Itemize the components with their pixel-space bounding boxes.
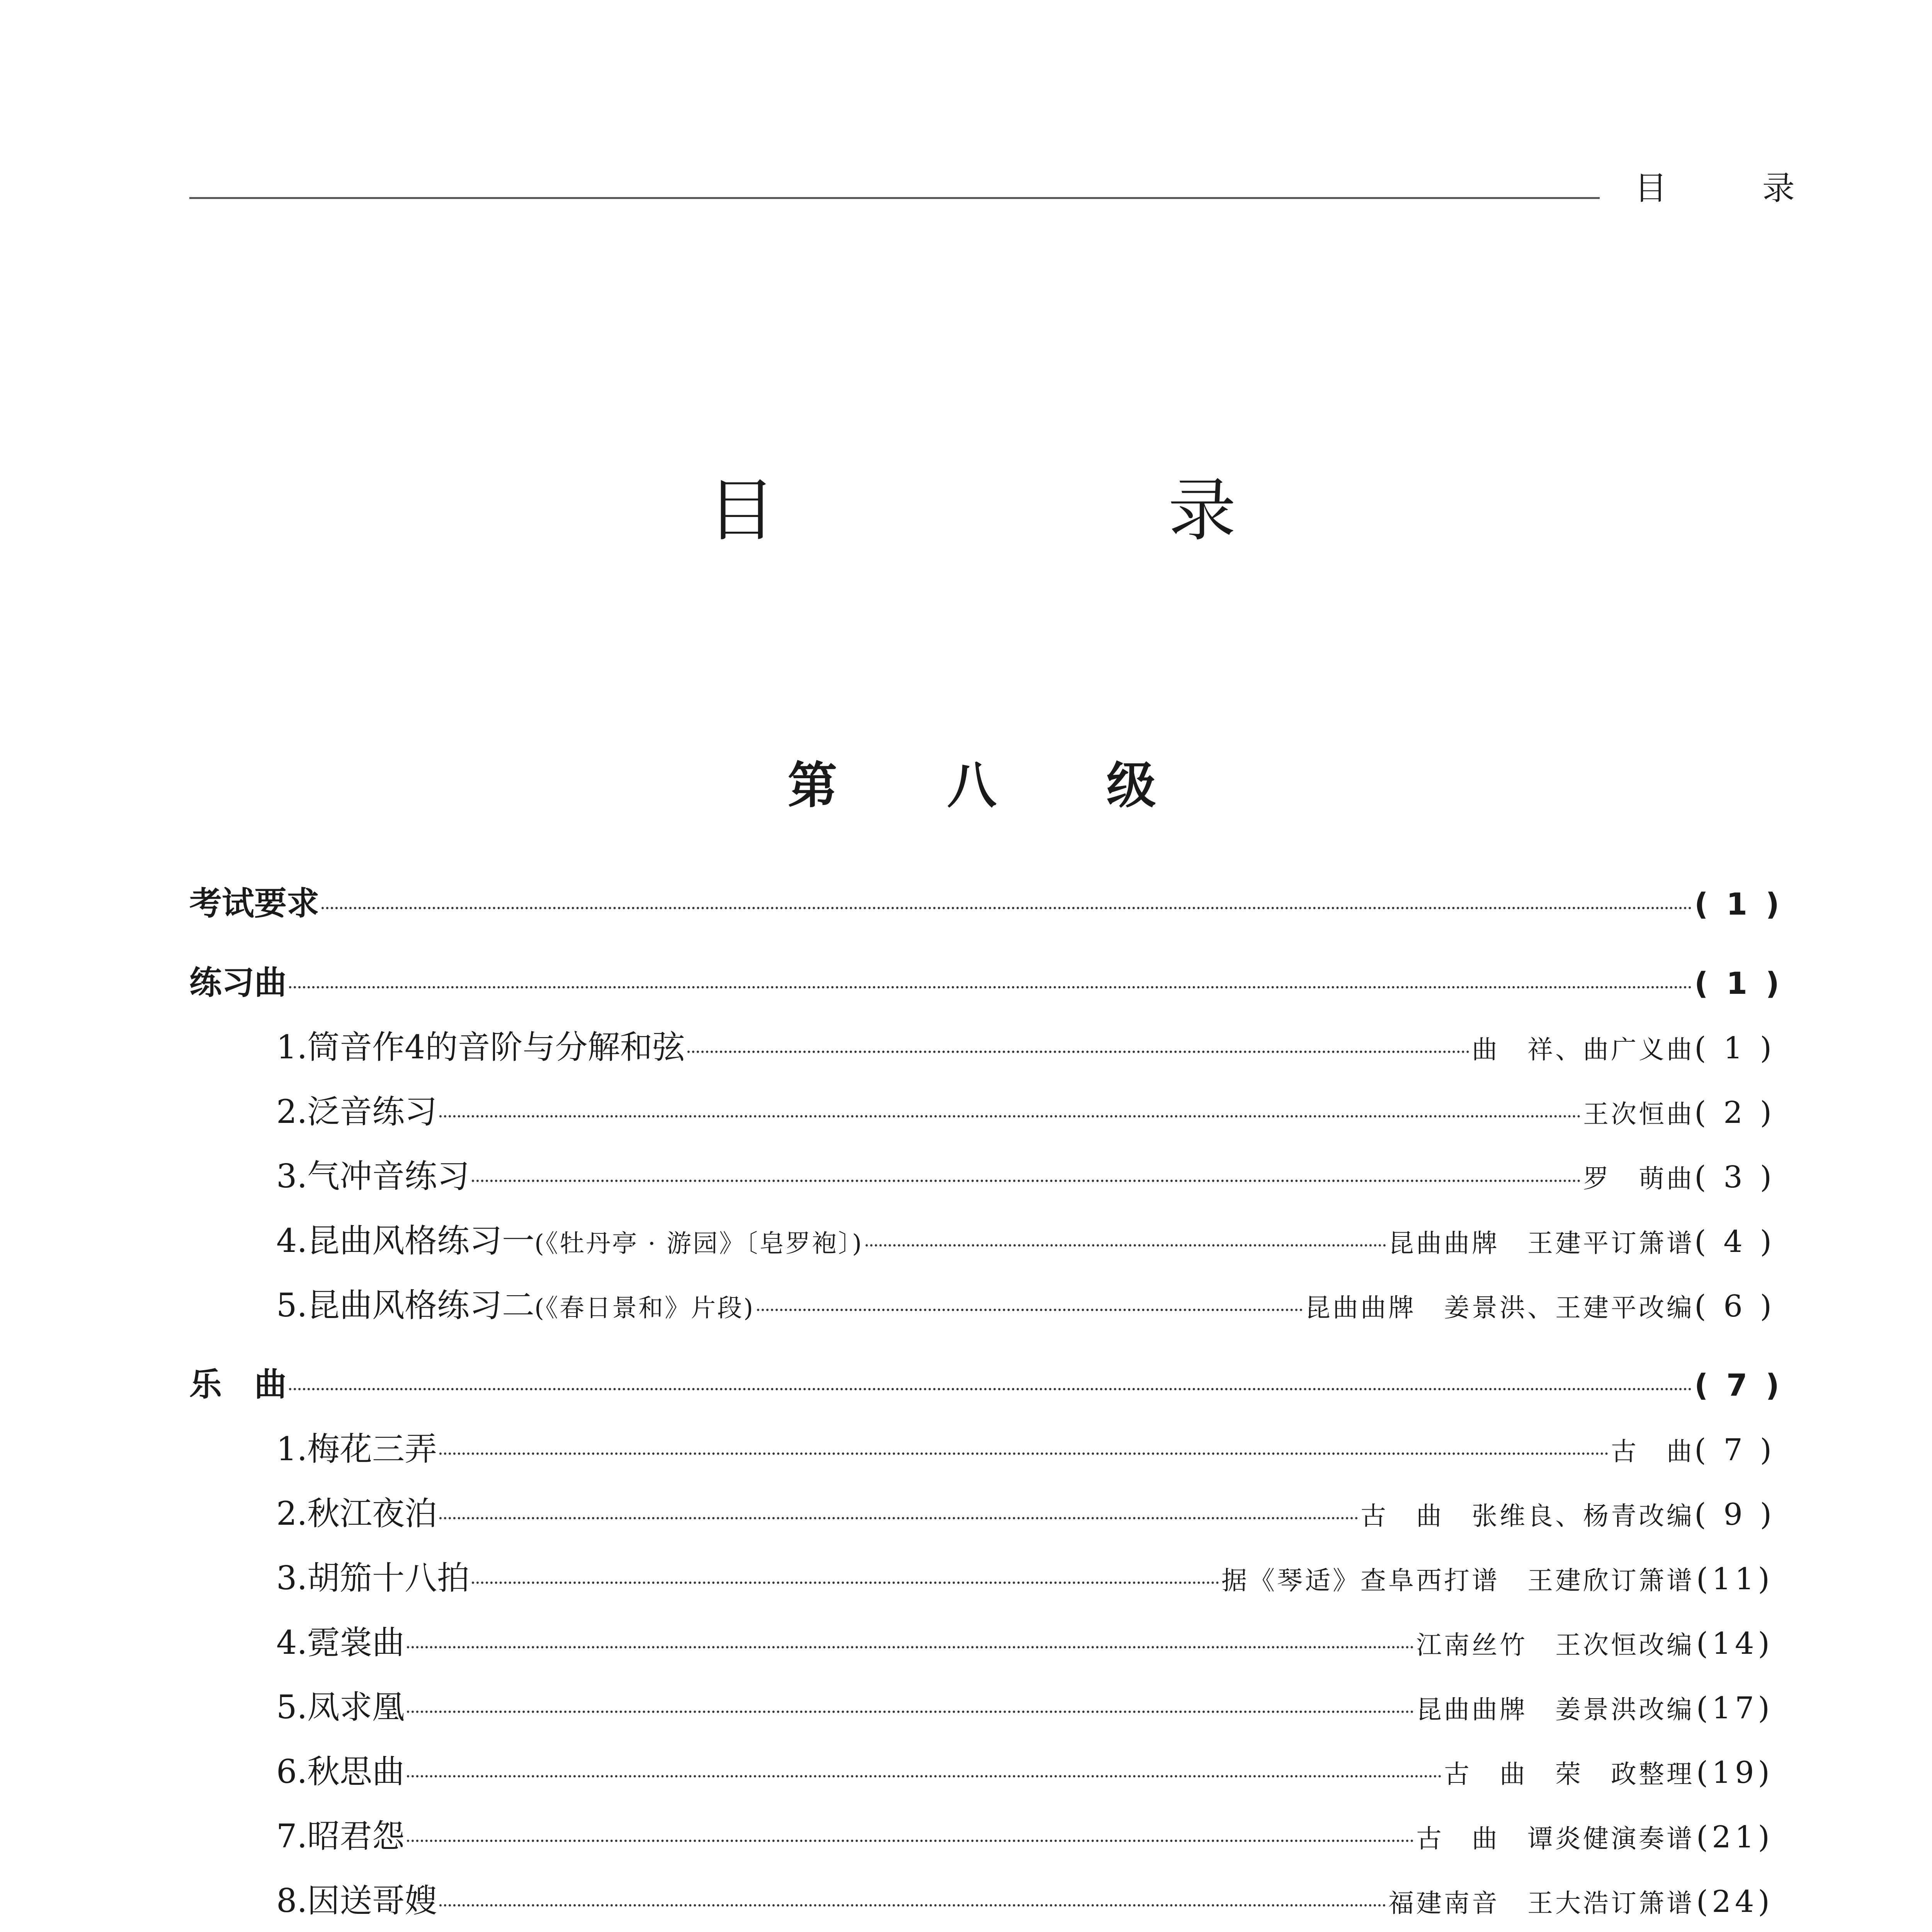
toc-entry[interactable] (189, 1273, 1774, 1338)
level-title: 第 八 级 (787, 757, 1202, 815)
toc-entry-number: 2. (276, 1093, 308, 1131)
toc-entry-title: 昭君怨 (307, 1817, 405, 1855)
dot-leader (407, 1840, 1414, 1842)
toc-page-number: ( 4 ) (1694, 1225, 1776, 1259)
dot-leader (687, 1051, 1469, 1053)
toc-entry[interactable] (189, 1481, 1774, 1546)
toc-entry-author: 古 曲 谭炎健演奏谱 (1416, 1824, 1694, 1854)
toc-entry-number: 6. (276, 1753, 308, 1791)
toc-page-number: (24) (1696, 1884, 1774, 1919)
toc-entry-title: 因送哥嫂 (307, 1882, 437, 1920)
toc-section-pieces (189, 1352, 1783, 1932)
toc-entry[interactable] (189, 1869, 1774, 1932)
dot-leader (289, 986, 1692, 988)
toc-page-number: (17) (1696, 1691, 1774, 1726)
toc-entry-number: 5. (276, 1688, 308, 1726)
toc-page-number: (14) (1696, 1626, 1774, 1661)
toc-entry-author: 江南丝竹 王次恒改编 (1416, 1630, 1694, 1660)
dot-leader (439, 1904, 1386, 1906)
dot-leader (439, 1517, 1358, 1519)
page-title: 目 录 (707, 471, 1422, 550)
toc-entry-author: 古 曲 张维良、杨青改编 (1361, 1501, 1694, 1531)
dot-leader (472, 1582, 1219, 1584)
toc-entry[interactable] (189, 1804, 1774, 1869)
toc-entry-author: 福建南音 王大浩订箫谱 (1388, 1888, 1694, 1918)
toc-entry[interactable] (189, 1015, 1774, 1080)
dot-leader (407, 1775, 1442, 1777)
toc-entry[interactable] (189, 1546, 1774, 1611)
toc-entry[interactable] (189, 1675, 1774, 1740)
toc-entry-author: 曲 祥、曲广义曲 (1472, 1035, 1694, 1065)
toc-entry-author: 据《琴适》查阜西打谱 王建欣订箫谱 (1221, 1566, 1694, 1595)
toc-entry[interactable] (189, 1209, 1774, 1273)
toc-page-number: (19) (1696, 1755, 1774, 1790)
toc-entry-title: 泛音练习 (307, 1093, 437, 1131)
toc-page-number: ( 1 ) (1694, 887, 1783, 922)
toc-entry[interactable] (189, 1611, 1774, 1675)
table-of-contents (189, 871, 1783, 1932)
toc-entry-number: 5. (276, 1286, 308, 1324)
toc-page-number: ( 6 ) (1694, 1289, 1776, 1324)
dot-leader (866, 1244, 1386, 1247)
toc-entry-author: 昆曲曲牌 姜景洪、王建平改编 (1305, 1293, 1694, 1323)
toc-entry-title: 气冲音练习 (307, 1157, 470, 1195)
dot-leader (321, 907, 1692, 909)
toc-heading[interactable] (189, 1352, 1783, 1417)
toc-page-number: ( 7 ) (1694, 1433, 1776, 1468)
toc-entry-title: 昆曲风格练习一 (307, 1222, 535, 1260)
toc-entry-number: 7. (276, 1817, 308, 1855)
toc-entry-title: 胡笳十八拍 (307, 1559, 470, 1597)
toc-page-number: (11) (1696, 1562, 1774, 1597)
toc-entry-number: 4. (276, 1222, 308, 1260)
toc-entry-number: 4. (276, 1624, 308, 1662)
toc-heading[interactable] (189, 951, 1783, 1015)
toc-entry[interactable] (189, 1080, 1774, 1144)
toc-heading[interactable] (189, 871, 1783, 936)
toc-entry-author: 昆曲曲牌 王建平订箫谱 (1388, 1228, 1694, 1258)
toc-section-exam (189, 871, 1783, 936)
toc-page-number: ( 3 ) (1694, 1160, 1776, 1195)
toc-heading-title: 练习曲 (189, 964, 287, 1002)
dot-leader (439, 1452, 1609, 1455)
toc-entry-number: 8. (276, 1882, 308, 1920)
toc-entry-author: 古 曲 荣 政整理 (1444, 1759, 1694, 1789)
toc-entry-subtitle: (《春日景和》片段) (534, 1294, 755, 1323)
dot-leader (472, 1180, 1581, 1182)
toc-entry-title: 筒音作4的音阶与分解和弦 (307, 1028, 685, 1066)
dot-leader (757, 1309, 1303, 1311)
toc-entry-number: 3. (276, 1559, 308, 1597)
toc-entry-title: 凤求凰 (307, 1688, 405, 1726)
toc-entry-number: 1. (276, 1028, 308, 1066)
toc-entry[interactable] (189, 1417, 1774, 1481)
toc-section-etudes (189, 951, 1783, 1338)
toc-entry-title: 秋江夜泊 (307, 1495, 437, 1532)
toc-entry-title: 秋思曲 (307, 1753, 405, 1791)
toc-page-number: ( 1 ) (1694, 1031, 1776, 1066)
toc-page-number: ( 9 ) (1694, 1497, 1776, 1532)
toc-page-number: ( 1 ) (1694, 966, 1783, 1001)
running-header: 目 录 (1634, 169, 1837, 207)
toc-entry-number: 1. (276, 1430, 308, 1468)
toc-entry-title: 梅花三弄 (307, 1430, 437, 1468)
toc-entry-title: 昆曲风格练习二 (307, 1286, 535, 1324)
toc-entry[interactable] (189, 1144, 1774, 1209)
toc-heading-title: 乐 曲 (189, 1366, 287, 1403)
toc-entry-author: 罗 萌曲 (1583, 1164, 1694, 1194)
toc-entry-number: 2. (276, 1495, 308, 1532)
toc-entry-author: 古 曲 (1611, 1437, 1694, 1466)
toc-page-number: (21) (1696, 1820, 1774, 1855)
toc-entry-title: 霓裳曲 (307, 1624, 405, 1662)
toc-page-number: ( 2 ) (1694, 1095, 1776, 1130)
dot-leader (439, 1115, 1581, 1117)
toc-entry-subtitle: (《牡丹亭 · 游园》〔皂罗袍〕) (534, 1230, 864, 1258)
toc-page-number: ( 7 ) (1694, 1368, 1783, 1403)
toc-entry-author: 王次恒曲 (1583, 1099, 1694, 1129)
toc-entry[interactable] (189, 1740, 1774, 1804)
toc-entry-author: 昆曲曲牌 姜景洪改编 (1416, 1695, 1694, 1725)
dot-leader (289, 1388, 1692, 1390)
header-rule (189, 197, 1600, 199)
dot-leader (407, 1646, 1414, 1648)
toc-heading-title: 考试要求 (189, 884, 320, 922)
toc-entry-number: 3. (276, 1157, 308, 1195)
dot-leader (407, 1711, 1414, 1713)
